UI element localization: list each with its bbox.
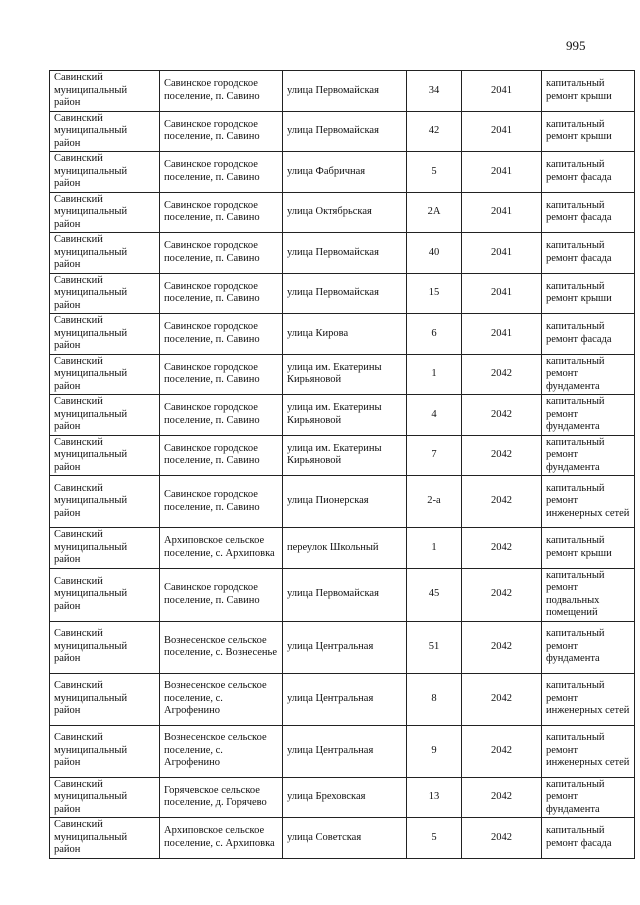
work-type-cell: капитальный ремонт крыши [542, 71, 635, 112]
work-type-cell: капитальный ремонт фундамента [542, 621, 635, 673]
table-row [50, 777, 635, 818]
work-type-cell: капитальный ремонт фундамента [542, 435, 635, 476]
year-cell: 2042 [462, 777, 542, 818]
district-cell: Савинский муниципальный район [50, 152, 160, 193]
street-cell: улица Первомайская [283, 111, 407, 152]
year-cell: 2042 [462, 673, 542, 725]
district-cell: Савинский муниципальный район [50, 111, 160, 152]
settlement-cell: Савинское городское поселение, п. Савино [160, 71, 283, 112]
year-cell: 2041 [462, 71, 542, 112]
street-cell: улица Пионерская [283, 476, 407, 528]
work-type-cell: капитальный ремонт фасада [542, 192, 635, 233]
work-type-cell: капитальный ремонт фасада [542, 152, 635, 193]
work-type-cell: капитальный ремонт фундамента [542, 354, 635, 395]
work-type-cell: капитальный ремонт крыши [542, 111, 635, 152]
street-cell: улица им. Екатерины Кирьяновой [283, 395, 407, 436]
district-cell: Савинский муниципальный район [50, 528, 160, 569]
year-cell: 2042 [462, 568, 542, 621]
table-row [50, 233, 635, 274]
settlement-cell: Савинское городское поселение, п. Савино [160, 192, 283, 233]
settlement-cell: Савинское городское поселение, п. Савино [160, 233, 283, 274]
district-cell: Савинский муниципальный район [50, 354, 160, 395]
settlement-cell: Горячевское сельское поселение, д. Горячево [160, 777, 283, 818]
table-row [50, 354, 635, 395]
house-number-cell: 15 [407, 273, 462, 314]
district-cell: Савинский муниципальный район [50, 777, 160, 818]
district-cell: Савинский муниципальный район [50, 233, 160, 274]
street-cell: улица Советская [283, 818, 407, 859]
table-row [50, 273, 635, 314]
district-cell: Савинский муниципальный район [50, 725, 160, 777]
year-cell: 2042 [462, 725, 542, 777]
table-row [50, 111, 635, 152]
district-cell: Савинский муниципальный район [50, 314, 160, 355]
street-cell: улица Октябрьская [283, 192, 407, 233]
work-type-cell: капитальный ремонт фундамента [542, 395, 635, 436]
table-row [50, 71, 635, 112]
house-number-cell: 45 [407, 568, 462, 621]
year-cell: 2041 [462, 192, 542, 233]
street-cell: улица Фабричная [283, 152, 407, 193]
house-number-cell: 1 [407, 354, 462, 395]
year-cell: 2042 [462, 528, 542, 569]
year-cell: 2042 [462, 476, 542, 528]
year-cell: 2042 [462, 354, 542, 395]
page-number: 995 [566, 38, 586, 53]
street-cell: улица Центральная [283, 725, 407, 777]
house-number-cell: 6 [407, 314, 462, 355]
table-row [50, 314, 635, 355]
street-cell: улица Первомайская [283, 71, 407, 112]
settlement-cell: Савинское городское поселение, п. Савино [160, 354, 283, 395]
settlement-cell: Савинское городское поселение, п. Савино [160, 395, 283, 436]
table-row [50, 395, 635, 436]
work-type-cell: капитальный ремонт фасада [542, 314, 635, 355]
settlement-cell: Савинское городское поселение, п. Савино [160, 435, 283, 476]
settlement-cell: Вознесенское сельское поселение, с. Агрофенино [160, 673, 283, 725]
table-row [50, 621, 635, 673]
table-row [50, 528, 635, 569]
street-cell: улица Кирова [283, 314, 407, 355]
street-cell: улица Центральная [283, 621, 407, 673]
district-cell: Савинский муниципальный район [50, 568, 160, 621]
street-cell: улица им. Екатерины Кирьяновой [283, 354, 407, 395]
work-type-cell: капитальный ремонт крыши [542, 528, 635, 569]
settlement-cell: Вознесенское сельское поселение, с. Вознесенье [160, 621, 283, 673]
district-cell: Савинский муниципальный район [50, 621, 160, 673]
table-row [50, 435, 635, 476]
house-number-cell: 42 [407, 111, 462, 152]
house-number-cell: 5 [407, 152, 462, 193]
table-row [50, 568, 635, 621]
house-number-cell: 4 [407, 395, 462, 436]
work-type-cell: капитальный ремонт инженерных сетей [542, 673, 635, 725]
table-row [50, 476, 635, 528]
district-cell: Савинский муниципальный район [50, 273, 160, 314]
work-type-cell: капитальный ремонт инженерных сетей [542, 476, 635, 528]
district-cell: Савинский муниципальный район [50, 435, 160, 476]
table-row [50, 673, 635, 725]
year-cell: 2041 [462, 111, 542, 152]
settlement-cell: Савинское городское поселение, п. Савино [160, 476, 283, 528]
street-cell: улица Первомайская [283, 233, 407, 274]
work-type-cell: капитальный ремонт подвальных помещений [542, 568, 635, 621]
settlement-cell: Савинское городское поселение, п. Савино [160, 273, 283, 314]
settlement-cell: Савинское городское поселение, п. Савино [160, 111, 283, 152]
year-cell: 2041 [462, 152, 542, 193]
table-row [50, 152, 635, 193]
year-cell: 2041 [462, 233, 542, 274]
year-cell: 2041 [462, 314, 542, 355]
work-type-cell: капитальный ремонт крыши [542, 273, 635, 314]
house-number-cell: 1 [407, 528, 462, 569]
house-number-cell: 9 [407, 725, 462, 777]
settlement-cell: Савинское городское поселение, п. Савино [160, 314, 283, 355]
house-number-cell: 51 [407, 621, 462, 673]
work-type-cell: капитальный ремонт инженерных сетей [542, 725, 635, 777]
district-cell: Савинский муниципальный район [50, 192, 160, 233]
year-cell: 2042 [462, 395, 542, 436]
district-cell: Савинский муниципальный район [50, 395, 160, 436]
district-cell: Савинский муниципальный район [50, 476, 160, 528]
house-number-cell: 13 [407, 777, 462, 818]
year-cell: 2042 [462, 435, 542, 476]
work-type-cell: капитальный ремонт фундамента [542, 777, 635, 818]
settlement-cell: Вознесенское сельское поселение, с. Агрофенино [160, 725, 283, 777]
street-cell: переулок Школьный [283, 528, 407, 569]
house-number-cell: 7 [407, 435, 462, 476]
house-number-cell: 8 [407, 673, 462, 725]
work-type-cell: капитальный ремонт фасада [542, 818, 635, 859]
table-row [50, 192, 635, 233]
street-cell: улица Первомайская [283, 568, 407, 621]
street-cell: улица Центральная [283, 673, 407, 725]
house-number-cell: 40 [407, 233, 462, 274]
house-number-cell: 5 [407, 818, 462, 859]
street-cell: улица им. Екатерины Кирьяновой [283, 435, 407, 476]
district-cell: Савинский муниципальный район [50, 818, 160, 859]
street-cell: улица Первомайская [283, 273, 407, 314]
settlement-cell: Архиповское сельское поселение, с. Архиповка [160, 818, 283, 859]
house-number-cell: 2А [407, 192, 462, 233]
street-cell: улица Бреховская [283, 777, 407, 818]
district-cell: Савинский муниципальный район [50, 673, 160, 725]
house-number-cell: 34 [407, 71, 462, 112]
settlement-cell: Архиповское сельское поселение, с. Архиповка [160, 528, 283, 569]
work-type-cell: капитальный ремонт фасада [542, 233, 635, 274]
year-cell: 2041 [462, 273, 542, 314]
year-cell: 2042 [462, 621, 542, 673]
settlement-cell: Савинское городское поселение, п. Савино [160, 152, 283, 193]
district-cell: Савинский муниципальный район [50, 71, 160, 112]
housing-repair-table [49, 70, 635, 859]
settlement-cell: Савинское городское поселение, п. Савино [160, 568, 283, 621]
table-row [50, 725, 635, 777]
house-number-cell: 2-а [407, 476, 462, 528]
year-cell: 2042 [462, 818, 542, 859]
table-row [50, 818, 635, 859]
